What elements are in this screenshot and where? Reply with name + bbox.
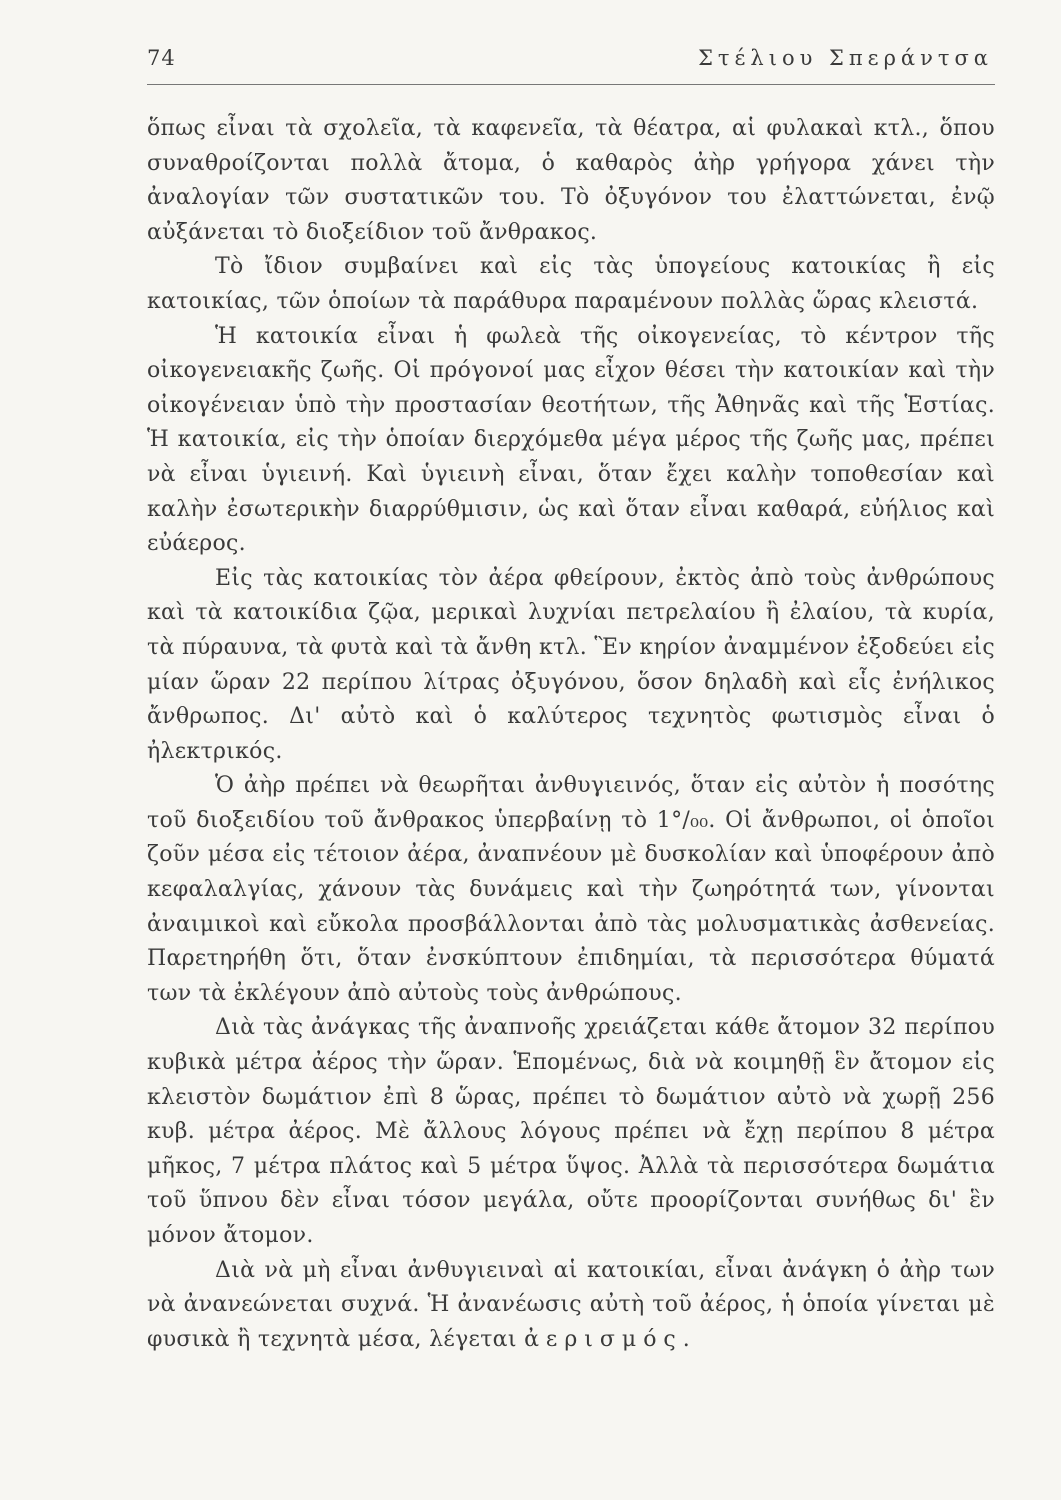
paragraph: Ἡ κατοικία εἶναι ἡ φωλεὰ τῆς οἰκογενείας, τὸ κέντρον τῆς οἰκογενειακῆς ζωῆς. Οἱ πρόγονοί μας εἶχον θέσει τὴν κατοικίαν καὶ τὴν οἰκογένειαν ὑπὸ τὴν προστασίαν θεοτήτων, τῆς Ἀθηνᾶς καὶ τῆς Ἑστίας. Ἡ κατοικία, εἰς τὴν ὁποίαν διερχόμεθα μέγα μέρος τῆς ζωῆς μας, πρέπει νὰ εἶναι ὑγιεινή. Καὶ ὑγιεινὴ εἶναι, ὅταν ἔχει καλὴν τοποθεσίαν καὶ καλὴν ἐσωτερικὴν διαρρύθμισιν, ὡς καὶ ὅταν εἶναι καθαρά, εὐήλιος καὶ εὐάερος. (147, 323, 995, 557)
emphasized-term: ἀερισμός. (524, 1326, 697, 1352)
paragraph-text: Διὰ νὰ μὴ εἶναι ἀνθυγιειναὶ αἱ κατοικίαι, εἶναι ἀνάγκη ὁ ἀὴρ των νὰ ἀνανεώνεται συχνά. Ἡ ἀνανέωσις αὐτὴ τοῦ ἀέρος, ἡ ὁποία γίνεται μὲ φυσικὰ ἢ τεχνητὰ μέσα, λέγεται (147, 1257, 995, 1352)
paragraph: Ὁ ἀὴρ πρέπει νὰ θεωρῆται ἀνθυγιεινός, ὅταν εἰς αὐτὸν ἡ ποσότης τοῦ διοξειδίου τοῦ ἄνθρακος ὑπερβαίνῃ τὸ 1°/₀₀. Οἱ ἄνθρωποι, οἱ ὁποῖοι ζοῦν μέσα εἰς τέτοιον ἀέρα, ἀναπνέουν μὲ δυσκολίαν καὶ ὑποφέρουν ἀπὸ κεφαλαλγίας, χάνουν τὰς δυνάμεις καὶ τὴν ζωηρότητά των, γίνονται ἀναιμικοὶ καὶ εὔκολα προσβάλλονται ἀπὸ τὰς μολυσματικὰς ἀσθενείας. Παρετηρήθη ὅτι, ὅταν ἐνσκύπτουν ἐπιδημίαι, τὰ περισσότερα θύματά των τὰ ἐκλέγουν ἀπὸ αὐτοὺς τοὺς ἀνθρώπους. (147, 773, 995, 1006)
paragraph (147, 1254, 995, 1358)
body-text (147, 112, 995, 1357)
paragraph: Τὸ ἴδιον συμβαίνει καὶ εἰς τὰς ὑπογείους κατοικίας ἢ εἰς κατοικίας, τῶν ὁποίων τὰ παράθυρα παραμένουν πολλὰς ὥρας κλειστά. (147, 254, 995, 314)
page-number: 74 (147, 46, 176, 70)
header-rule (147, 84, 995, 85)
paragraph: Διὰ τὰς ἀνάγκας τῆς ἀναπνοῆς χρειάζεται κάθε ἄτομον 32 περίπου κυβικὰ μέτρα ἀέρος τὴν ὥραν. Ἑπομένως, διὰ νὰ κοιμηθῇ ἓν ἄτομον εἰς κλειστὸν δωμάτιον ἐπὶ 8 ὥρας, πρέπει τὸ δωμάτιον αὐτὸ νὰ χωρῇ 256 κυβ. μέτρα ἀέρος. Μὲ ἄλλους λόγους πρέπει νὰ ἔχῃ περίπου 8 μέτρα μῆκος, 7 μέτρα πλάτος καὶ 5 μέτρα ὕψος. Ἀλλὰ τὰ περισσότερα δωμάτια τοῦ ὕπνου δὲν εἶναι τόσον μεγάλα, οὔτε προορίζονται συνήθως δι' ἓν μόνον ἄτομον. (147, 1015, 995, 1248)
running-head: Στέλιου Σπεράντσα (698, 46, 993, 70)
paragraph: ὅπως εἶναι τὰ σχολεῖα, τὰ καφενεῖα, τὰ θέατρα, αἱ φυλακαὶ κτλ., ὅπου συναθροίζονται πολλὰ ἄτομα, ὁ καθαρὸς ἀὴρ γρήγορα χάνει τὴν ἀναλογίαν τῶν συστατικῶν του. Τὸ ὀξυγόνον του ἐλαττώνεται, ἐνῷ αὐξάνεται τὸ διοξείδιον τοῦ ἄνθρακος. (147, 116, 995, 245)
paragraph: Εἰς τὰς κατοικίας τὸν ἀέρα φθείρουν, ἐκτὸς ἀπὸ τοὺς ἀνθρώπους καὶ τὰ κατοικίδια ζῷα, μερικαὶ λυχνίαι πετρελαίου ἢ ἐλαίου, τὰ κυρία, τὰ πύραυνα, τὰ φυτὰ καὶ τὰ ἄνθη κτλ. Ἓν κηρίον ἀναμμένον ἐξοδεύει εἰς μίαν ὥραν 22 περίπου λίτρας ὀξυγόνου, ὅσον δηλαδὴ καὶ εἷς ἐνήλικος ἄνθρωπος. Δι' αὐτὸ καὶ ὁ καλύτερος τεχνητὸς φωτισμὸς εἶναι ὁ ἠλεκτρικός. (147, 565, 995, 764)
